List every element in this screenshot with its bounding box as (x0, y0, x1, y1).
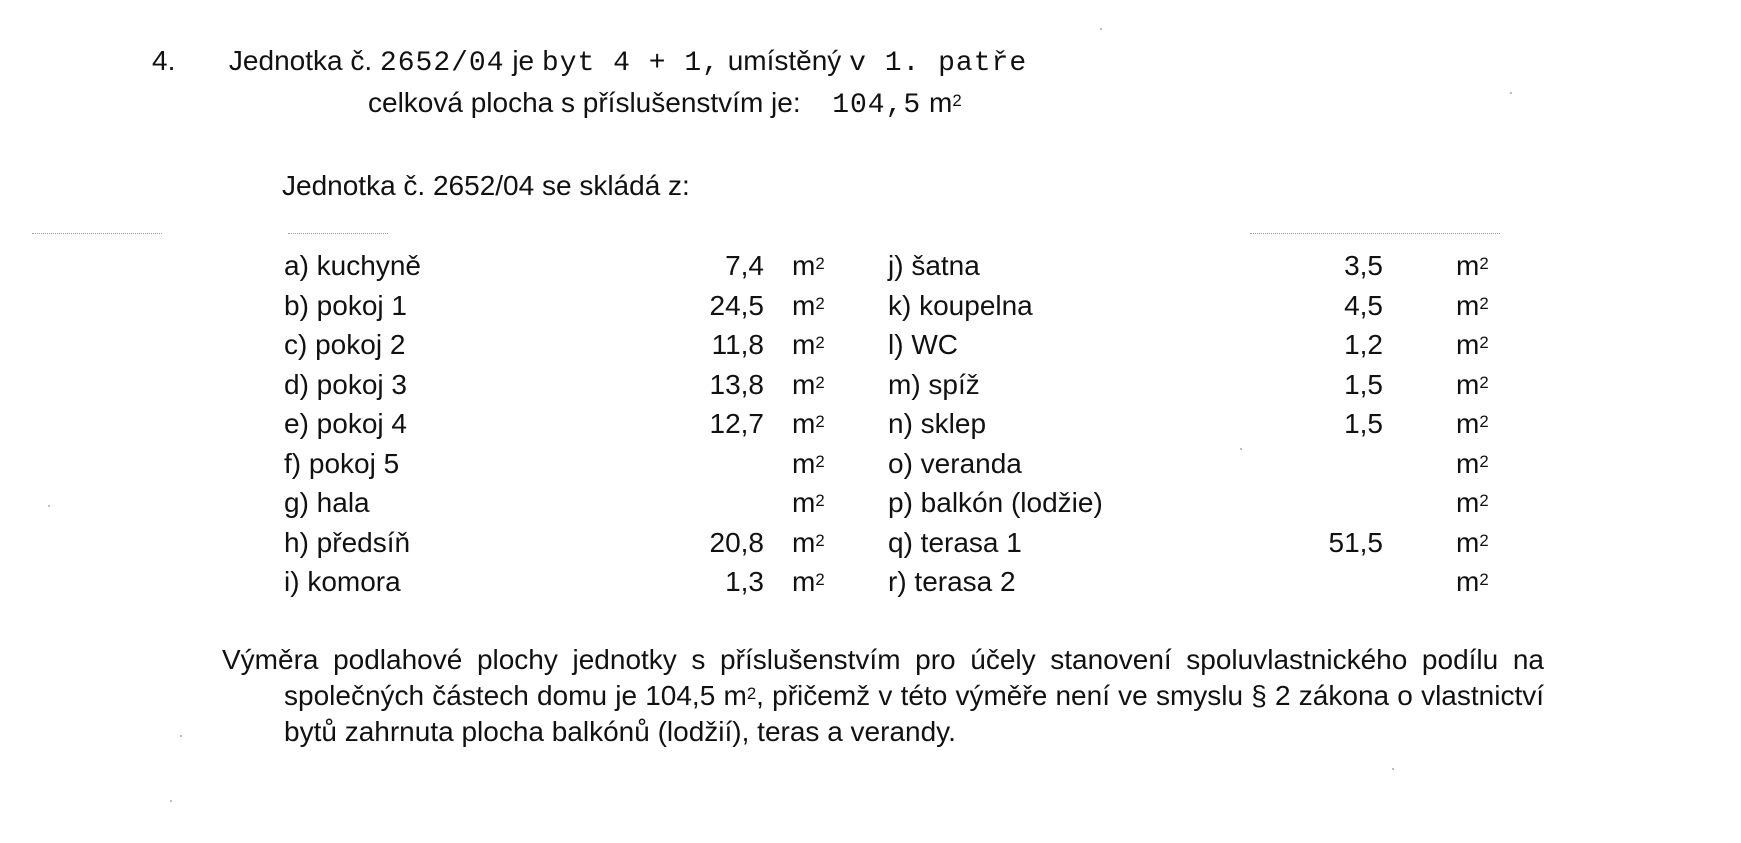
room-area-unit: $m^2$ (1456, 329, 1489, 360)
room-label: b) pokoj 1 (284, 289, 407, 321)
room-area-unit: $m^2$ (792, 447, 825, 479)
scan-dotted-line-mid (288, 233, 388, 234)
room-area-unit: $m^2$ (1456, 250, 1489, 281)
room-area-value: 12,7 (709, 408, 764, 439)
room-row (284, 446, 844, 482)
scan-speck (1392, 768, 1394, 770)
room-row (284, 367, 844, 403)
room-area-unit: $m^2$ (1456, 487, 1489, 518)
room-label: l) WC (888, 329, 958, 360)
unit-type: byt 4 + 1, (541, 48, 720, 79)
room-row (888, 288, 1508, 324)
room-row (284, 406, 844, 442)
room-area-value: 11,8 (711, 329, 764, 360)
room-row (284, 288, 844, 324)
room-label: o) veranda (888, 447, 1022, 479)
room-area-unit: $m^2$ (792, 250, 825, 281)
room-area-unit: $m^2$ (792, 408, 825, 439)
room-label: r) terasa 2 (888, 566, 1016, 597)
room-area-unit: $m^2$ (1456, 368, 1489, 400)
room-area-value: 1,5 (1344, 408, 1383, 439)
room-row (888, 525, 1508, 561)
room-row (888, 564, 1508, 600)
room-row (284, 248, 844, 284)
room-area-value: 4,5 (1344, 289, 1383, 321)
composition-title: Jednotka č. 2652/04 se skládá z: (282, 170, 690, 201)
room-area-value: 1,2 (1344, 329, 1383, 360)
section-heading-line (152, 42, 1027, 83)
scan-speck (1510, 92, 1512, 94)
room-area-unit: $m^2$ (792, 289, 825, 321)
room-area-unit: $m^2$ (792, 368, 825, 400)
room-area-unit: $m^2$ (1456, 408, 1489, 439)
room-area-unit: $m^2$ (792, 487, 825, 518)
scan-dotted-line-left (32, 233, 162, 234)
room-label: p) balkón (lodžie) (888, 487, 1103, 518)
room-area-value: 13,8 (709, 368, 764, 400)
room-row (888, 367, 1508, 403)
room-area-value: 20,8 (709, 526, 764, 558)
room-area-unit: $m^2$ (1456, 289, 1489, 321)
room-area-unit: $m^2$ (792, 566, 825, 597)
room-label: j) šatna (888, 250, 980, 281)
room-area-value: 1,5 (1344, 368, 1383, 400)
room-row (888, 446, 1508, 482)
room-area-value: 1,3 (725, 566, 764, 597)
room-label: q) terasa 1 (888, 526, 1022, 558)
floor-area-paragraph (222, 642, 1544, 750)
section-number: 4. (152, 45, 176, 76)
room-label: i) komora (284, 566, 401, 597)
scan-speck (170, 800, 172, 802)
room-label: c) pokoj 2 (284, 329, 406, 360)
room-label: d) pokoj 3 (284, 368, 407, 400)
room-row (284, 327, 844, 363)
heading-text-located: umístěný (727, 45, 842, 76)
room-row (888, 327, 1508, 363)
scan-dotted-line-right (1250, 233, 1500, 234)
total-area-value: 104,5 (832, 90, 922, 121)
room-row (284, 525, 844, 561)
scan-speck (48, 505, 50, 507)
room-area-unit: $m^2$ (792, 526, 825, 558)
heading-text-is: je (512, 45, 535, 76)
room-label: h) předsíň (284, 526, 411, 558)
heading-text-unit-label: Jednotka č. (228, 45, 373, 76)
unit-id: 2652/04 (379, 48, 505, 79)
total-area-line (368, 84, 962, 125)
room-label: g) hala (284, 487, 370, 518)
room-area-unit: $m^2$ (792, 329, 825, 360)
room-row (284, 485, 844, 521)
room-area-unit: $m^2$ (1456, 526, 1489, 558)
total-area-label: celková plocha s příslušenstvím je: (368, 87, 801, 118)
scan-speck (180, 735, 182, 737)
room-label: n) sklep (888, 408, 987, 439)
unit-floor: v 1. patře (849, 48, 1028, 79)
room-row (888, 248, 1508, 284)
paragraph-sup: 2 (746, 684, 757, 703)
room-label: f) pokoj 5 (284, 447, 400, 479)
paragraph-text-part1: Výměra podlahové plochy jednotky s příslušenstvím pro účely stanovení spoluvlastnického podílu na společných částech domu je 104,5 m (222, 644, 1544, 711)
room-area-value: 24,5 (709, 289, 764, 321)
total-area-unit: $m^2$ (929, 87, 962, 118)
room-label: e) pokoj 4 (284, 408, 407, 439)
room-area-unit: $m^2$ (1456, 566, 1489, 597)
room-label: a) kuchyně (284, 250, 421, 281)
paragraph-text-part2: , přičemž v této výměře není ve smyslu § 2 zákona o vlastnictví bytů zahrnuta plocha balkónů (lodžií), teras a verandy. (284, 680, 1545, 747)
scan-speck (1100, 28, 1102, 30)
room-label: m) spíž (888, 368, 980, 400)
room-area-value: 51,5 (1328, 526, 1383, 558)
room-area-value: 3,5 (1344, 250, 1383, 281)
room-row (888, 406, 1508, 442)
room-area-value: 7,4 (725, 250, 764, 281)
room-row (284, 564, 844, 600)
room-label: k) koupelna (888, 289, 1033, 321)
room-area-unit: $m^2$ (1456, 447, 1489, 479)
room-row (888, 485, 1508, 521)
